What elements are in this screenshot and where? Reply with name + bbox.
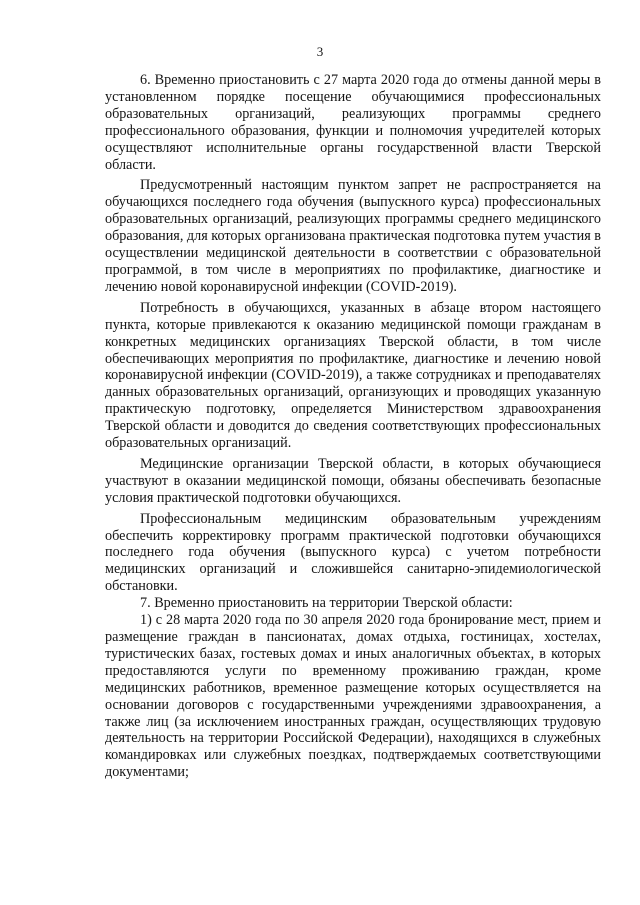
paragraph-item-6: 6. Временно приостановить с 27 марта 2020 года до отмены данной меры в установленном порядке посещение обучающимися профессиональных образовательных организаций, реализующих программы среднего профессионального образования, функции и полномочия учредителей которых осуществляют исполнительные органы государственной власти Тверской области. [105, 72, 601, 173]
paragraph-subitem-1: 1) с 28 марта 2020 года по 30 апреля 2020 года бронирование мест, прием и размещение граждан в пансионатах, домах отдыха, гостиницах, хостелах, туристических базах, гостевых домах и иных аналогичных объектах, в которых предоставляются услуги по временному проживанию граждан, кроме медицинских работников, временное размещение которых осуществляется на основании договоров с государственными учреждениями здравоохранения, а также лиц (за исключением иностранных граждан, осуществляющих трудовую деятельность на территории Российской Федерации), находящихся в служебных командировках или служебных поездках, подтверждаемых соответствующими документами; [105, 612, 601, 781]
paragraph-item-7: 7. Временно приостановить на территории Тверской области: [140, 595, 513, 612]
paragraph-medical-organizations: Медицинские организации Тверской области, в которых обучающиеся участвуют в оказании медицинской помощи, обязаны обеспечивать безопасные условия практической подготовки обучающихся. [105, 455, 601, 506]
paragraph-program-adjustment: Профессиональным медицинским образовательным учреждениям обеспечить корректировку программ практической подготовки обучающихся последнего года обучения (выпускного курса) с учетом потребности медицинских организаций и сложившейся санитарно-эпидемиологической обстановки. [105, 510, 601, 595]
page-number: 3 [316, 44, 324, 59]
document-body [105, 72, 601, 781]
paragraph-exception: Предусмотренный настоящим пунктом запрет не распространяется на обучающихся последнего года обучения (выпускного курса) профессиональных образовательных организаций, реализующих программы среднего медицинского образования, для которых организована практическая подготовка путем участия в осуществлении медицинской деятельности в соответствии с образовательной программой, в том числе в мероприятиях по профилактике, диагностике и лечению новой коронавирусной инфекции (COVID-2019). [105, 177, 602, 295]
paragraph-demand: Потребность в обучающихся, указанных в абзаце втором настоящего пункта, которые привлекаются к оказанию медицинской помощи гражданам в конкретных медицинских организациях Тверской области, в том числе обеспечивающих мероприятия по профилактике, диагностике и лечению новой коронавирусной инфекции (COVID-2019), а также сотрудниках и преподавателях данных образовательных организаций, организующих и проводящих указанную практическую подготовку, определяется Министерством здравоохранения Тверской области и доводится до сведения соответствующих профессиональных образовательных организаций. [105, 299, 601, 452]
